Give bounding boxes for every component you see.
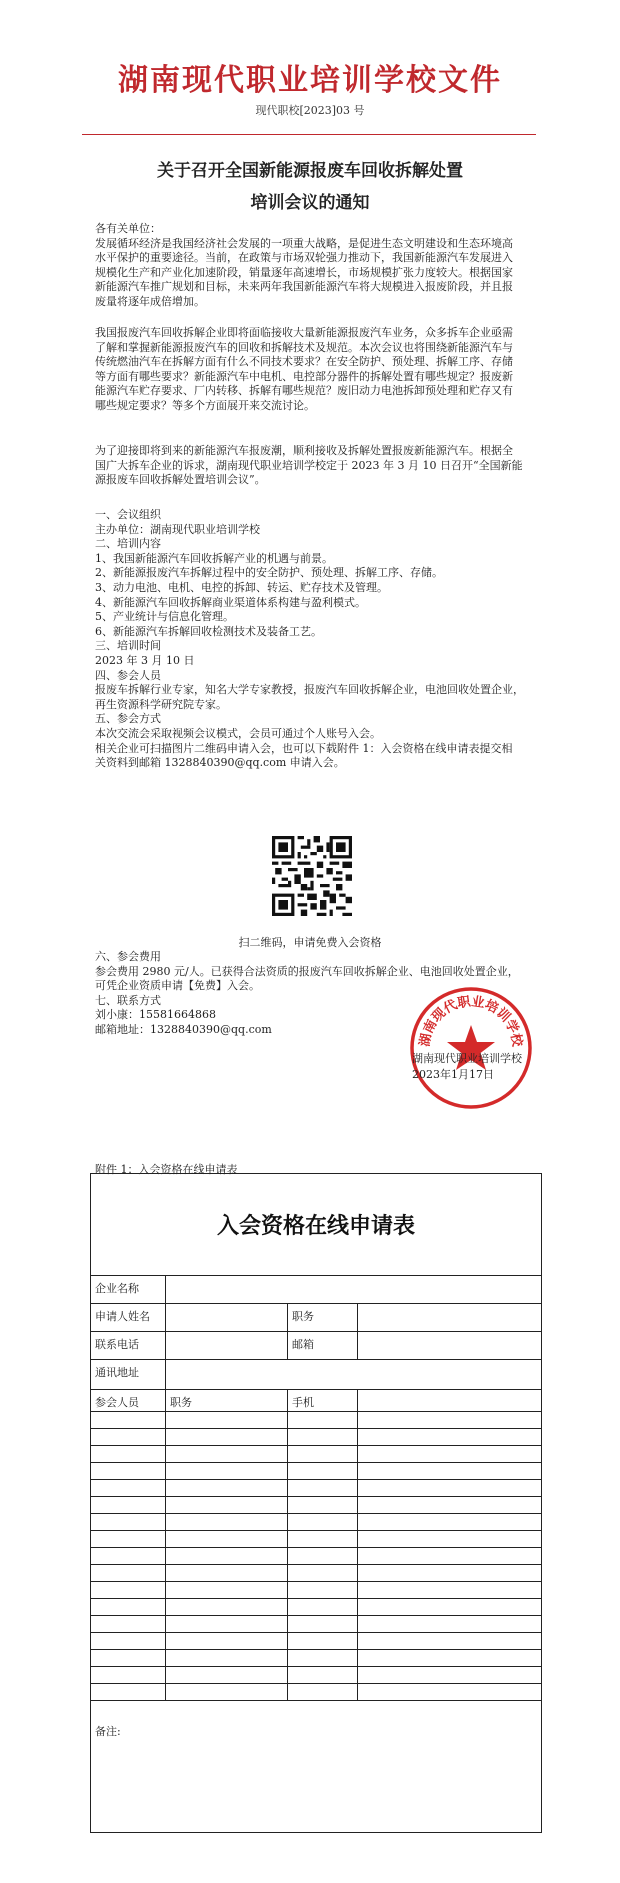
address-field[interactable] bbox=[166, 1360, 541, 1389]
attendee-row[interactable] bbox=[91, 1633, 541, 1650]
contact-phone: 刘小康：15581664868 bbox=[95, 1008, 216, 1022]
section-line: 1、我国新能源汽车回收拆解产业的机遇与前景。 bbox=[95, 551, 333, 565]
notice-para2 bbox=[95, 326, 541, 414]
signature-org: 湖南现代职业培训学校 bbox=[412, 1052, 522, 1065]
form-row-company bbox=[91, 1276, 541, 1304]
label-address: 通讯地址 bbox=[91, 1360, 166, 1389]
red-divider-line bbox=[82, 134, 536, 135]
attendee-row[interactable] bbox=[91, 1480, 541, 1497]
salutation: 各有关单位： bbox=[95, 222, 161, 235]
form-row-address bbox=[91, 1360, 541, 1390]
section-line: 主办单位：湖南现代职业培训学校 bbox=[95, 522, 260, 536]
signature-date: 2023年1月17日 bbox=[412, 1068, 494, 1081]
position-field[interactable] bbox=[358, 1304, 541, 1331]
para2-line: 等方面有哪些要求？新能源汽车中电机、电控部分器件的拆解处置有哪些规定？报废新 bbox=[95, 369, 513, 383]
attendee-row[interactable] bbox=[91, 1548, 541, 1565]
attendee-row[interactable] bbox=[91, 1497, 541, 1514]
label-applicant-name: 申请人姓名 bbox=[91, 1304, 166, 1331]
applicant-name-field[interactable] bbox=[166, 1304, 288, 1331]
section-line: 4、新能源汽车回收拆解商业渠道体系构建与盈利模式。 bbox=[95, 595, 366, 609]
label-notes: 备注: bbox=[95, 1725, 121, 1738]
para2-line: 能源汽车贮存要求、厂内转移、拆解有哪些规范？废旧动力电池拆卸预处理和贮存又有 bbox=[95, 384, 513, 398]
attendee-row[interactable] bbox=[91, 1565, 541, 1582]
para2-line: 哪些规定要求？等多个方面展开来交流讨论。 bbox=[95, 398, 315, 412]
section-line: 相关企业可扫描图片二维码申请入会，也可以下载附件 1：入会资格在线申请表提交相 bbox=[95, 741, 513, 755]
section-line: 报废车拆解行业专家，知名大学专家教授，报废汽车回收拆解企业，电池回收处置企业， bbox=[95, 683, 524, 697]
attendees-extra-cell bbox=[358, 1390, 541, 1411]
svg-text:湖南现代职业培训学校: 湖南现代职业培训学校 bbox=[417, 994, 525, 1048]
section-line: 3、动力电池、电机、电控的拆卸、转运、贮存技术及管理。 bbox=[95, 580, 388, 594]
section-line: 再生资源科学研究院专家。 bbox=[95, 697, 227, 711]
attendee-row[interactable] bbox=[91, 1463, 541, 1480]
form-row-applicant bbox=[91, 1304, 541, 1332]
notice-title-line2: 培训会议的通知 bbox=[250, 193, 370, 213]
para3-line: 源报废车回收拆解处置培训会议”。 bbox=[95, 473, 266, 487]
qr-code-image[interactable] bbox=[272, 836, 352, 916]
para3-line: 国广大拆车企业的诉求，湖南现代职业培训学校定于 2023 年 3 月 10 日召开“全国新能 bbox=[95, 458, 523, 472]
contact-email: 邮箱地址：1328840390@qq.com bbox=[95, 1022, 272, 1036]
attendee-row[interactable] bbox=[91, 1514, 541, 1531]
label-mobile: 手机 bbox=[288, 1390, 358, 1411]
section-line: 五、参会方式 bbox=[95, 712, 161, 726]
official-red-seal bbox=[408, 985, 534, 1111]
notice-title-line1: 关于召开全国新能源报废车回收拆解处置 bbox=[157, 161, 463, 181]
form-row-contact bbox=[91, 1332, 541, 1360]
para3-line: 为了迎接即将到来的新能源汽车报废潮，顺利接收及拆解处置报废新能源汽车。根据全 bbox=[95, 444, 513, 457]
attendee-row[interactable] bbox=[91, 1446, 541, 1463]
section-line: 一、会议组织 bbox=[95, 508, 161, 521]
label-email: 邮箱 bbox=[288, 1332, 358, 1359]
attachment-label: 附件 1：入会资格在线申请表 bbox=[95, 1163, 238, 1176]
email-field[interactable] bbox=[358, 1332, 541, 1359]
attendee-row[interactable] bbox=[91, 1684, 541, 1701]
section-line: 四、参会人员 bbox=[95, 668, 161, 682]
para1-line: 水平保护的重要途径。当前，在政策与市场双轮强力推动下，我国新能源汽车发展进入 bbox=[95, 251, 513, 265]
attendee-row[interactable] bbox=[91, 1531, 541, 1548]
attendee-row[interactable] bbox=[91, 1667, 541, 1684]
org-letterhead-title: 湖南现代职业培训学校文件 bbox=[118, 63, 502, 98]
label-attendee-position: 职务 bbox=[166, 1390, 288, 1411]
attendee-row[interactable] bbox=[91, 1616, 541, 1633]
para1-line: 规模化生产和产业化加速阶段，销量逐年高速增长，市场规模扩张力度较大。根据国家 bbox=[95, 265, 513, 279]
notice-para3 bbox=[95, 444, 541, 488]
section-line: 6、新能源汽车拆解回收检测技术及装备工艺。 bbox=[95, 624, 322, 638]
section-line: 七、联系方式 bbox=[95, 993, 161, 1007]
section-line: 三、培训时间 bbox=[95, 639, 161, 653]
label-position: 职务 bbox=[288, 1304, 358, 1331]
attendee-row[interactable] bbox=[91, 1599, 541, 1616]
form-title: 入会资格在线申请表 bbox=[91, 1174, 541, 1276]
section-line: 本次交流会采取视频会议模式，会员可通过个人账号入会。 bbox=[95, 726, 381, 740]
section-line: 六、参会费用 bbox=[95, 950, 161, 963]
para2-line: 我国报废汽车回收拆解企业即将面临接收大量新能源报废汽车业务，众多拆车企业亟需 bbox=[95, 326, 513, 339]
qr-caption: 扫二维码，申请免费入会资格 bbox=[238, 936, 382, 949]
para1-line: 新能源汽车推广规划和目标，未来两年我国新能源汽车将大规模进入报废阶段，并且报 bbox=[95, 280, 513, 294]
phone-field[interactable] bbox=[166, 1332, 288, 1359]
section-line: 2023 年 3 月 10 日 bbox=[95, 653, 195, 667]
label-company-name: 企业名称 bbox=[91, 1276, 166, 1303]
application-form bbox=[90, 1173, 542, 1833]
form-row-attendees-header bbox=[91, 1390, 541, 1412]
company-name-field[interactable] bbox=[166, 1276, 541, 1303]
document-number: 现代职校[2023]03 号 bbox=[255, 104, 365, 117]
attendee-row[interactable] bbox=[91, 1582, 541, 1599]
section-line: 5、产业统计与信息化管理。 bbox=[95, 610, 234, 624]
para1-line: 发展循环经济是我国经济社会发展的一项重大战略，是促进生态文明建设和生态环境高 bbox=[95, 236, 513, 250]
section-line: 二、培训内容 bbox=[95, 537, 161, 551]
label-attendees: 参会人员 bbox=[91, 1390, 166, 1411]
section-line: 参会费用 2980 元/人。已获得合法资质的报废汽车回收拆解企业、电池回收处置企业， bbox=[95, 964, 519, 978]
para2-line: 传统燃油汽车在拆解方面有什么不同技术要求？在安全防护、预处理、拆解工序、存储 bbox=[95, 355, 513, 369]
notice-intro bbox=[95, 222, 541, 310]
attendee-row[interactable] bbox=[91, 1412, 541, 1429]
notice-sections bbox=[95, 508, 541, 771]
para1-line: 废量将逐年成倍增加。 bbox=[95, 294, 205, 308]
section-line: 关资料到邮箱 1328840390@qq.com 申请入会。 bbox=[95, 756, 345, 770]
section-line: 可凭企业资质申请【免费】入会。 bbox=[95, 979, 260, 993]
para2-line: 了解和掌握新能源报废汽车的回收和拆解技术及规范。本次会议也将围绕新能源汽车与 bbox=[95, 340, 513, 354]
form-grid bbox=[91, 1276, 541, 1701]
form-notes-area[interactable] bbox=[91, 1719, 541, 1832]
attendee-row[interactable] bbox=[91, 1650, 541, 1667]
attendee-row[interactable] bbox=[91, 1429, 541, 1446]
section-line: 2、新能源报废汽车拆解过程中的安全防护、预处理、拆解工序、存储。 bbox=[95, 566, 443, 580]
label-phone: 联系电话 bbox=[91, 1332, 166, 1359]
